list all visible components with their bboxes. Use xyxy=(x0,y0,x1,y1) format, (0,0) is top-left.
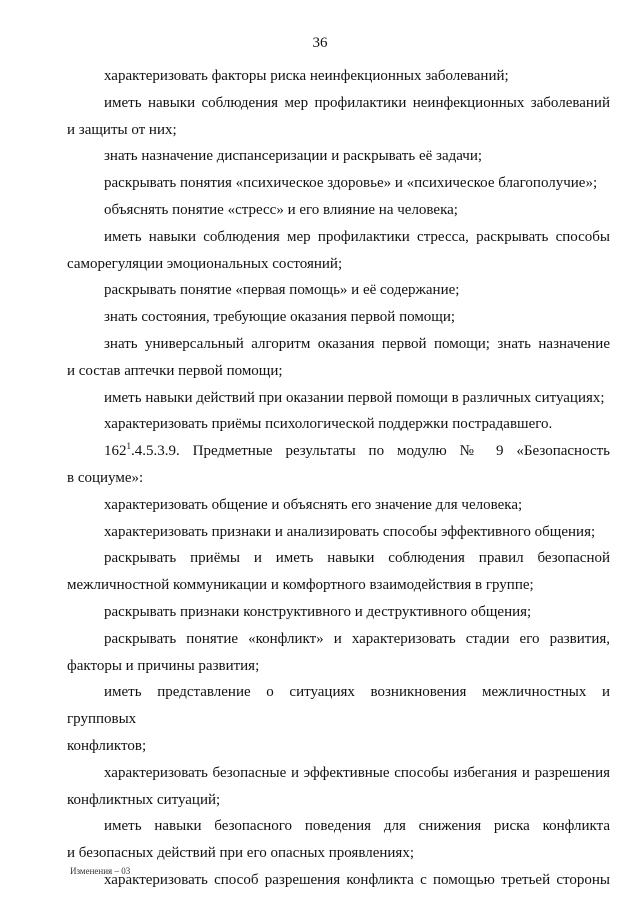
section-title: .4.5.3.9. Предметные результаты по модулю № 9 «Безопасность xyxy=(131,443,610,460)
text-line: и состав аптечки первой помощи; xyxy=(67,362,283,379)
section-number-superscript: 1 xyxy=(126,441,131,452)
text-line: характеризовать факторы риска неинфекционных заболеваний; xyxy=(104,68,509,84)
text-line: и защиты от них; xyxy=(67,121,177,138)
footer-revision-note: Изменения – 03 xyxy=(70,866,131,876)
text-line: знать назначение диспансеризации и раскрывать её задачи; xyxy=(104,148,483,165)
text-line: знать универсальный алгоритм оказания первой помощи; знать назначение xyxy=(104,335,610,352)
page-number: 36 xyxy=(312,35,328,51)
text-line: характеризовать способ разрешения конфликта с помощью третьей стороны xyxy=(104,871,610,888)
text-line: саморегуляции эмоциональных состояний; xyxy=(67,255,343,272)
text-line: в социуме»: xyxy=(67,469,144,486)
body-text xyxy=(67,63,610,894)
text-line: характеризовать признаки и анализировать способы эффективного общения; xyxy=(104,523,596,540)
text-line: знать состояния, требующие оказания первой помощи; xyxy=(104,309,456,326)
text-line: и безопасных действий при его опасных проявлениях; xyxy=(67,845,414,862)
text-line: характеризовать общение и объяснять его значение для человека; xyxy=(104,496,523,513)
text-line: иметь представление о ситуациях возникновения межличностных и групповых xyxy=(67,684,610,728)
text-line: межличностной коммуникации и комфортного взаимодействия в группе; xyxy=(67,577,534,594)
text-line: характеризовать безопасные и эффективные способы избегания и разрешения xyxy=(104,764,610,781)
text-line: характеризовать приёмы психологической поддержки пострадавшего. xyxy=(104,416,553,433)
text-line: факторы и причины развития; xyxy=(67,657,260,674)
text-line: конфликтных ситуаций; xyxy=(67,791,221,808)
text-line: раскрывать признаки конструктивного и деструктивного общения; xyxy=(104,603,532,620)
text-line: объяснять понятие «стресс» и его влияние на человека; xyxy=(104,201,458,218)
text-line: конфликтов; xyxy=(67,737,147,754)
text-line: иметь навыки действий при оказании первой помощи в различных ситуациях; xyxy=(104,389,605,406)
text-line: раскрывать приёмы и иметь навыки соблюдения правил безопасной xyxy=(104,550,610,567)
text-line: раскрывать понятие «конфликт» и характеризовать стадии его развития, xyxy=(104,630,610,647)
text-line: иметь навыки соблюдения мер профилактики стресса, раскрывать способы xyxy=(104,228,610,245)
text-line: раскрывать понятие «первая помощь» и её содержание; xyxy=(104,282,460,299)
section-heading-line xyxy=(67,438,610,465)
text-line: иметь навыки соблюдения мер профилактики неинфекционных заболеваний xyxy=(104,94,610,111)
text-line: раскрывать понятия «психическое здоровье» и «психическое благополучие»; xyxy=(104,175,598,192)
section-number: 162 xyxy=(104,443,127,460)
text-line: иметь навыки безопасного поведения для снижения риска конфликта xyxy=(104,818,610,835)
